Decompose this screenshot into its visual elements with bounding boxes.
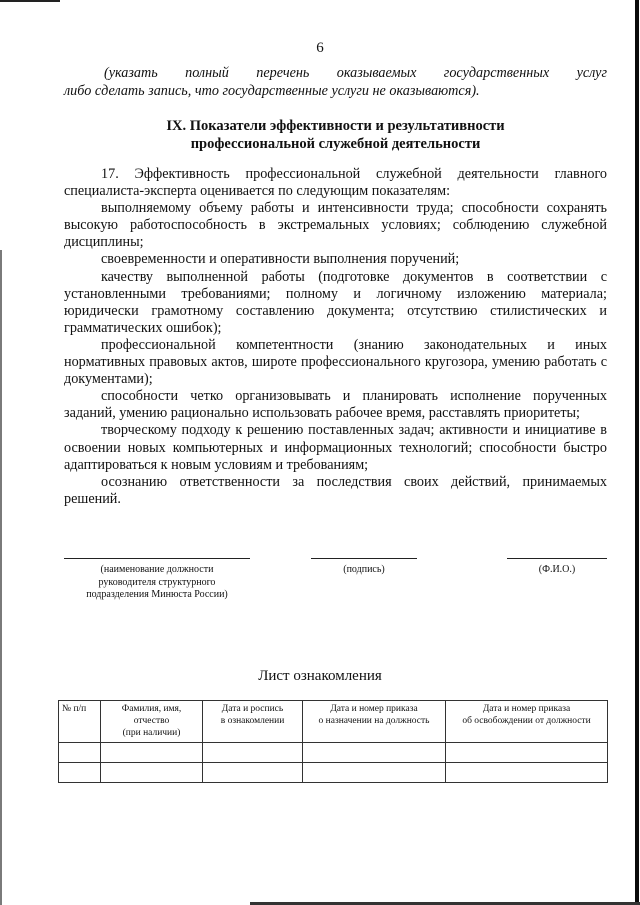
column-header-number: [59, 701, 101, 743]
table-cell[interactable]: [101, 743, 203, 763]
acknowledgement-table: [58, 700, 608, 783]
header-text: отчество: [133, 716, 170, 726]
header-text: № п/п: [62, 704, 87, 714]
column-header-dismissal-order: [446, 701, 608, 743]
page-number: 6: [316, 40, 324, 56]
acknowledgement-title: Лист ознакомления: [258, 668, 382, 684]
position-caption: [64, 564, 250, 602]
signature-line[interactable]: [311, 558, 417, 559]
table-cell[interactable]: [203, 743, 303, 763]
header-text: Фамилия, имя,: [121, 704, 182, 714]
table-cell[interactable]: [59, 743, 101, 763]
table-cell[interactable]: [303, 743, 446, 763]
header-text: в ознакомлении: [220, 716, 285, 726]
header-text: (при наличии): [122, 728, 181, 738]
table-row: [59, 743, 608, 763]
header-text: о назначении на должность: [318, 716, 430, 726]
position-signature-line[interactable]: [64, 558, 250, 559]
services-note: [64, 64, 607, 100]
column-header-appointment-order: [303, 701, 446, 743]
header-text: Дата и номер приказа: [330, 704, 418, 714]
section-title: [64, 117, 607, 153]
position-caption-line-2: руководителя структурного: [98, 576, 216, 588]
header-text: Дата и номер приказа: [482, 704, 571, 714]
signature-block: [0, 558, 640, 618]
table-row: [59, 763, 608, 783]
header-text: Дата и роспись: [221, 704, 284, 714]
table-cell[interactable]: [303, 763, 446, 783]
section-title-line-2: профессиональной служебной деятельности: [190, 136, 481, 152]
table-cell[interactable]: [446, 763, 608, 783]
table-cell[interactable]: [446, 743, 608, 763]
paragraph-organization: способности четко организовывать и планировать исполнение порученных заданий, умению рационально использовать рабочее время, расставлять приоритеты;: [64, 388, 607, 422]
paragraph-competence: профессиональной компетентности (знанию законодательных и иных нормативных правовых актов, широте профессионального кругозора, умению работать с документами);: [64, 336, 607, 388]
services-note-line-1: (указать полный перечень оказываемых государственных услуг: [104, 65, 607, 81]
paragraph-workload: выполняемому объему работы и интенсивности труда; способности сохранять высокую работоспособность в экстремальных условиях; соблюдению служебной дисциплины;: [64, 200, 607, 251]
services-note-line-2: либо сделать запись, что государственные услуги не оказываются).: [64, 83, 480, 99]
table-cell[interactable]: [203, 763, 303, 783]
position-caption-line-1: (наименование должности: [100, 564, 214, 575]
name-signature-line[interactable]: [507, 558, 607, 559]
table-cell[interactable]: [59, 763, 101, 783]
column-header-full-name: [101, 701, 203, 743]
scan-edge-top: [0, 0, 60, 2]
paragraph-creativity: творческому подходу к решению поставленных задач; активности и инициативе в освоении новых компьютерных и информационных технологий; способности быстро адаптироваться к новым условиям и требованиям;: [64, 422, 607, 473]
performance-indicators: [64, 166, 607, 508]
paragraph-intro: 17. Эффективность профессиональной служебной деятельности главного специалиста-эксперта оценивается по следующим показателям:: [64, 166, 607, 200]
section-title-line-1: IX. Показатели эффективности и результативности: [166, 118, 505, 134]
signature-caption: (подпись): [343, 564, 385, 575]
scan-edge-right: [635, 0, 639, 905]
paragraph-timeliness: своевременности и оперативности выполнения поручений;: [101, 251, 460, 268]
table-cell[interactable]: [101, 763, 203, 783]
position-caption-line-3: подразделения Минюста России): [86, 589, 228, 600]
name-caption: (Ф.И.О.): [538, 564, 576, 575]
paragraph-quality: качеству выполненной работы (подготовке документов в соответствии с установленными требованиями; полному и логичному изложению материала; юридически грамотному составлению документа; отсутствию стилистических и грамматических ошибок);: [64, 268, 607, 336]
header-text: об освобождении от должности: [462, 716, 591, 726]
paragraph-responsibility: осознанию ответственности за последствия своих действий, принимаемых решений.: [64, 473, 607, 507]
column-header-ack-date-signature: [203, 701, 303, 743]
table-header-row: [59, 701, 608, 743]
